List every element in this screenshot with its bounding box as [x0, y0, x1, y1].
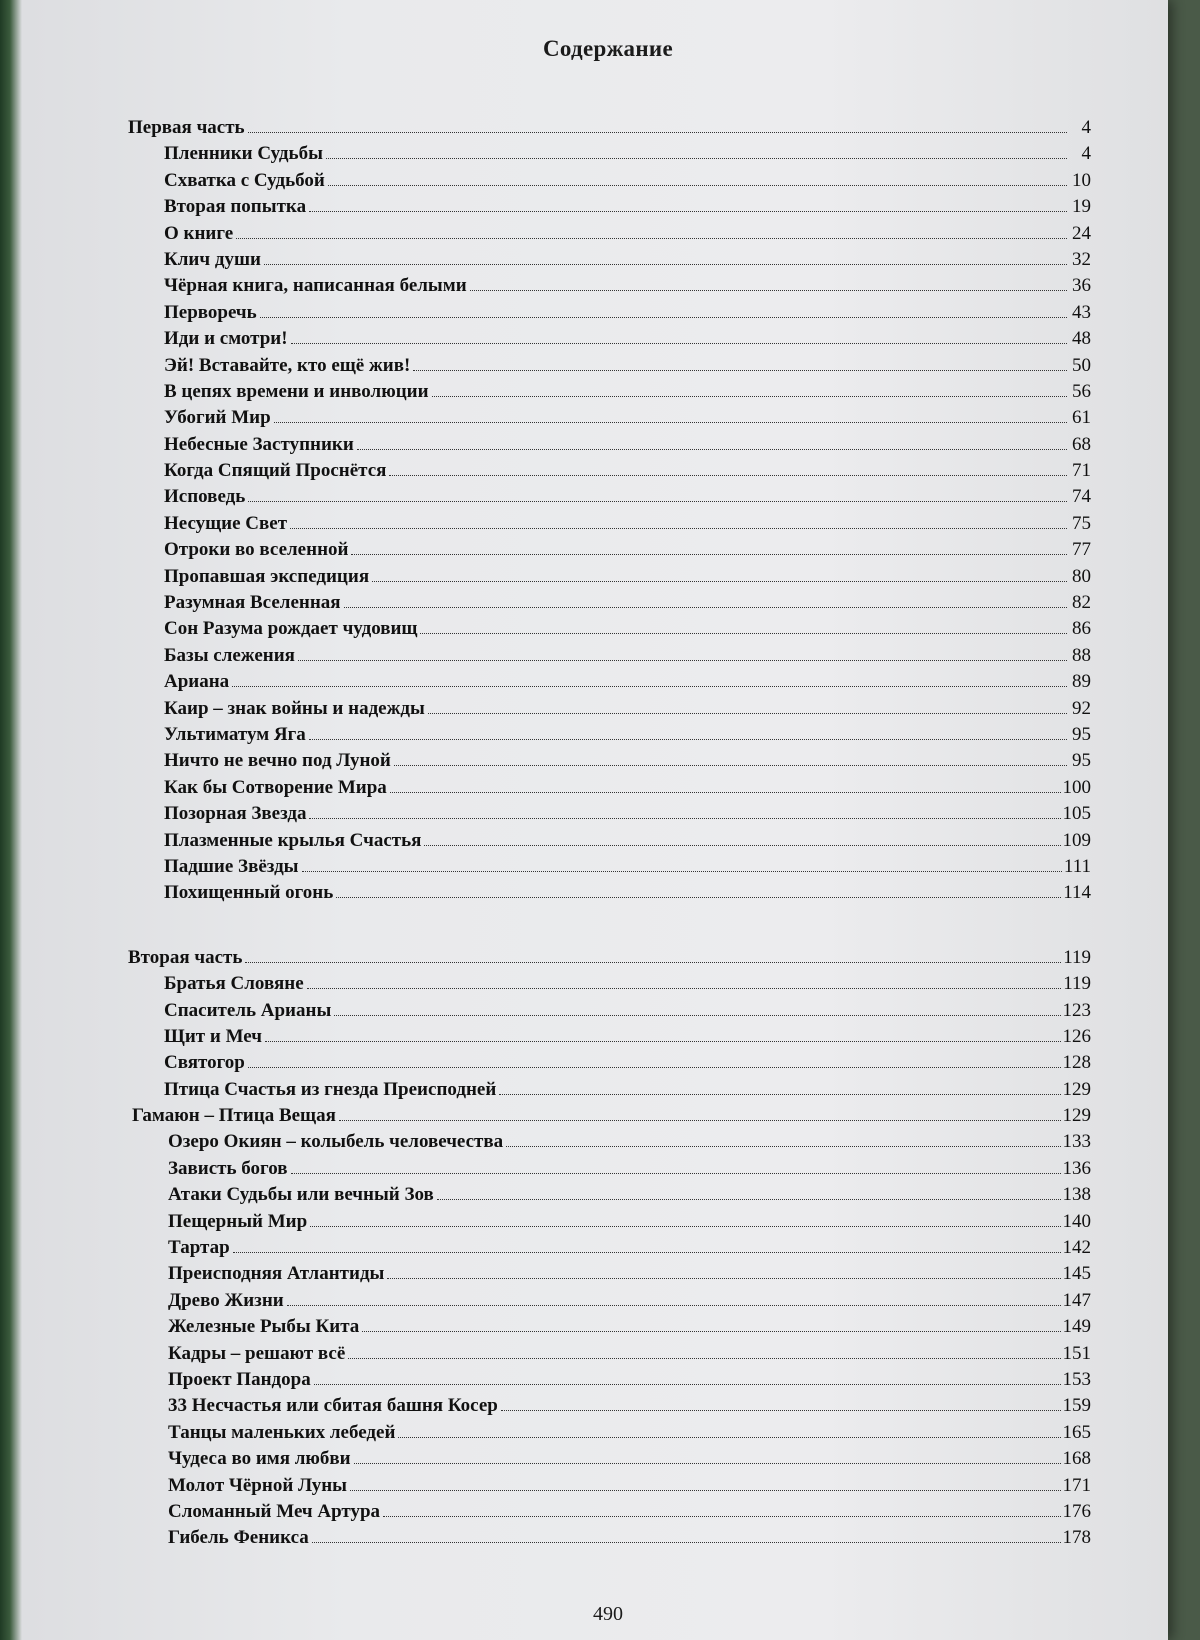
toc-entry[interactable] — [128, 1290, 1091, 1316]
toc-page-number: 80 — [1072, 565, 1091, 587]
toc-page-number: 168 — [1062, 1448, 1091, 1470]
toc-entry-title: Спаситель Арианы — [164, 999, 332, 1021]
table-of-contents — [128, 117, 1091, 1554]
toc-page-number: 32 — [1072, 248, 1091, 270]
dot-leader — [233, 1252, 1061, 1253]
toc-entry-title: Плазменные крылья Счастья — [164, 829, 422, 851]
toc-entry[interactable] — [128, 1026, 1091, 1052]
toc-page-number: 95 — [1072, 723, 1091, 745]
toc-entry[interactable] — [128, 170, 1091, 196]
toc-page-number: 82 — [1072, 592, 1091, 614]
toc-page-number: 133 — [1062, 1131, 1091, 1153]
toc-entry-title: Сон Разума рождает чудовищ — [164, 618, 418, 640]
dot-leader — [260, 317, 1067, 318]
dot-leader — [362, 1331, 1060, 1332]
toc-entry-title: Ничто не вечно под Луной — [164, 750, 391, 772]
dot-leader — [428, 713, 1067, 714]
dot-leader — [248, 1067, 1061, 1068]
toc-entry[interactable] — [128, 803, 1091, 829]
toc-entry[interactable] — [128, 513, 1091, 539]
dot-leader — [499, 1094, 1060, 1095]
dot-leader — [248, 132, 1067, 133]
dot-leader — [310, 1226, 1060, 1227]
dot-leader — [336, 897, 1061, 898]
toc-entry-title: Щит и Меч — [164, 1025, 262, 1047]
toc-entry-title: В цепях времени и инволюции — [164, 380, 429, 402]
toc-entry-title: Танцы маленьких лебедей — [168, 1421, 396, 1443]
toc-entry-title: Древо Жизни — [168, 1289, 284, 1311]
toc-page-number: 19 — [1072, 196, 1091, 218]
toc-entry-title: Гамаюн – Птица Вещая — [132, 1105, 336, 1127]
toc-page-number: 92 — [1072, 697, 1091, 719]
toc-entry-title: Железные Рыбы Кита — [168, 1316, 360, 1338]
toc-entry-title: Атаки Судьбы или вечный Зов — [168, 1184, 434, 1206]
toc-page-number: 119 — [1063, 973, 1091, 995]
toc-entry-title: Сломанный Меч Артура — [168, 1500, 381, 1522]
toc-entry-title: Вторая часть — [128, 946, 243, 968]
dot-leader — [432, 396, 1067, 397]
toc-entry-title: Эй! Вставайте, кто ещё жив! — [164, 354, 411, 376]
dot-leader — [424, 845, 1060, 846]
dot-leader — [312, 1542, 1061, 1543]
toc-part-heading[interactable] — [128, 1105, 1091, 1131]
toc-entry-title: Несущие Свет — [164, 512, 288, 534]
toc-page-number: 95 — [1072, 750, 1091, 772]
toc-entry-title: Гибель Феникса — [168, 1527, 309, 1549]
dot-leader — [420, 633, 1067, 634]
toc-entry[interactable] — [128, 1448, 1091, 1474]
toc-page-number: 114 — [1063, 882, 1091, 904]
toc-entry[interactable] — [128, 1237, 1091, 1263]
toc-page-number: 147 — [1062, 1289, 1091, 1311]
toc-page-number: 159 — [1062, 1395, 1091, 1417]
toc-entry[interactable] — [128, 328, 1091, 354]
dot-leader — [309, 818, 1060, 819]
toc-page-number: 149 — [1062, 1316, 1091, 1338]
toc-page-number: 153 — [1062, 1368, 1091, 1390]
toc-page-number: 48 — [1072, 328, 1091, 350]
toc-entry[interactable] — [128, 1527, 1091, 1553]
dot-leader — [264, 264, 1067, 265]
dot-leader — [334, 1015, 1060, 1016]
toc-entry-title: Ариана — [164, 671, 230, 693]
toc-page-number: 71 — [1072, 460, 1091, 482]
toc-entry-title: Клич души — [164, 248, 261, 270]
toc-page-number: 50 — [1072, 354, 1091, 376]
dot-leader — [287, 1305, 1061, 1306]
toc-entry[interactable] — [128, 196, 1091, 222]
toc-entry-title: Каир – знак войны и надежды — [164, 697, 425, 719]
toc-page-number: 56 — [1072, 380, 1091, 402]
toc-page-number: 61 — [1072, 407, 1091, 429]
toc-entry-title: Падшие Звёзды — [164, 855, 299, 877]
toc-entry-title: Вторая попытка — [164, 196, 307, 218]
toc-entry[interactable] — [128, 1000, 1091, 1026]
dot-leader — [506, 1146, 1060, 1147]
dot-leader — [470, 290, 1067, 291]
dot-leader — [274, 422, 1067, 423]
toc-page-number: 89 — [1072, 671, 1091, 693]
toc-entry[interactable] — [128, 275, 1091, 301]
dot-leader — [354, 1463, 1061, 1464]
dot-leader — [398, 1437, 1060, 1438]
toc-entry[interactable] — [128, 1131, 1091, 1157]
dot-leader — [344, 607, 1067, 608]
toc-entry-title: Базы слежения — [164, 644, 295, 666]
toc-entry[interactable] — [128, 434, 1091, 460]
toc-entry[interactable] — [128, 618, 1091, 644]
toc-page-number: 140 — [1062, 1210, 1091, 1232]
toc-entry[interactable] — [128, 777, 1091, 803]
toc-page-number: 136 — [1062, 1157, 1091, 1179]
toc-page-number: 75 — [1072, 512, 1091, 534]
toc-entry[interactable] — [128, 645, 1091, 671]
dot-leader — [245, 962, 1061, 963]
dot-leader — [314, 1384, 1061, 1385]
dot-leader — [326, 158, 1067, 159]
toc-section-part-two — [128, 947, 1091, 1554]
toc-entry[interactable] — [128, 355, 1091, 381]
toc-entry-title: Озеро Окиян – колыбель человечества — [168, 1131, 504, 1153]
toc-entry[interactable] — [128, 1369, 1091, 1395]
toc-entry-title: 33 Несчастья или сбитая башня Косер — [168, 1395, 498, 1417]
toc-page-number: 138 — [1062, 1184, 1091, 1206]
toc-entry-title: Проект Пандора — [168, 1368, 311, 1390]
toc-entry[interactable] — [128, 1343, 1091, 1369]
toc-entry[interactable] — [128, 460, 1091, 486]
toc-entry-title: Зависть богов — [168, 1157, 288, 1179]
toc-page-number: 119 — [1063, 946, 1091, 968]
toc-page-number: 100 — [1062, 776, 1091, 798]
dot-leader — [302, 871, 1062, 872]
toc-entry[interactable] — [128, 381, 1091, 407]
toc-entry-title: О книге — [164, 222, 234, 244]
toc-entry[interactable] — [128, 223, 1091, 249]
toc-page-number: 142 — [1062, 1237, 1091, 1259]
toc-page-number: 24 — [1072, 222, 1091, 244]
toc-entry-title: Позорная Звезда — [164, 803, 307, 825]
dot-leader — [390, 792, 1061, 793]
toc-entry-title: Иди и смотри! — [164, 328, 288, 350]
toc-entry-title: Как бы Сотворение Мира — [164, 776, 387, 798]
toc-page-number: 43 — [1072, 301, 1091, 323]
toc-entry[interactable] — [128, 539, 1091, 565]
toc-entry-title: Отроки во вселенной — [164, 539, 349, 561]
toc-part-heading[interactable] — [128, 947, 1091, 973]
dot-leader — [291, 343, 1067, 344]
dot-leader — [309, 211, 1067, 212]
toc-entry-title: Тартар — [168, 1237, 230, 1259]
toc-entry[interactable] — [128, 750, 1091, 776]
dot-leader — [372, 581, 1067, 582]
toc-entry-title: Святогор — [164, 1052, 245, 1074]
toc-entry[interactable] — [128, 1395, 1091, 1421]
toc-page-number: 4 — [1081, 117, 1091, 138]
dot-leader — [309, 739, 1067, 740]
toc-entry-title: Преисподняя Атлантиды — [168, 1263, 385, 1285]
toc-entry-title: Убогий Мир — [164, 407, 271, 429]
dot-leader — [298, 660, 1067, 661]
toc-entry-title: Чудеса во имя любви — [168, 1448, 351, 1470]
toc-entry[interactable] — [128, 1475, 1091, 1501]
dot-leader — [351, 554, 1067, 555]
toc-entry[interactable] — [128, 1263, 1091, 1289]
toc-entry[interactable] — [128, 566, 1091, 592]
toc-page-number: 68 — [1072, 433, 1091, 455]
toc-page-number: 109 — [1062, 829, 1091, 851]
toc-page-number: 129 — [1062, 1105, 1091, 1127]
toc-entry[interactable] — [128, 1158, 1091, 1184]
toc-page-number: 86 — [1072, 618, 1091, 640]
toc-page-number: 77 — [1072, 539, 1091, 561]
toc-entry[interactable] — [128, 1211, 1091, 1237]
toc-entry-title: Разумная Вселенная — [164, 592, 341, 614]
toc-entry[interactable] — [128, 486, 1091, 512]
dot-leader — [387, 1278, 1060, 1279]
toc-page-number: 111 — [1063, 855, 1091, 877]
toc-entry[interactable] — [128, 830, 1091, 856]
dot-leader — [383, 1516, 1060, 1517]
dot-leader — [307, 988, 1062, 989]
toc-page-number: 126 — [1062, 1025, 1091, 1047]
toc-entry-title: Братья Словяне — [164, 973, 304, 995]
book-spine-edge — [0, 0, 22, 1640]
toc-entry[interactable] — [128, 1079, 1091, 1105]
toc-entry[interactable] — [128, 592, 1091, 618]
toc-section-part-one — [128, 117, 1091, 909]
dot-leader — [357, 449, 1067, 450]
toc-page-number: 74 — [1072, 486, 1091, 508]
dot-leader — [232, 686, 1067, 687]
toc-entry-title: Молот Чёрной Луны — [168, 1474, 347, 1496]
toc-entry[interactable] — [128, 973, 1091, 999]
toc-entry-title: Чёрная книга, написанная белыми — [164, 275, 467, 297]
toc-entry[interactable] — [128, 143, 1091, 169]
dot-leader — [348, 1358, 1060, 1359]
toc-entry-title: Похищенный огонь — [164, 882, 334, 904]
toc-entry-title: Пленники Судьбы — [164, 143, 323, 165]
toc-page-number: 171 — [1062, 1474, 1091, 1496]
dot-leader — [437, 1199, 1061, 1200]
toc-entry[interactable] — [128, 698, 1091, 724]
dot-leader — [501, 1410, 1061, 1411]
toc-page-number: 165 — [1062, 1421, 1091, 1443]
toc-entry[interactable] — [128, 302, 1091, 328]
toc-entry[interactable] — [128, 249, 1091, 275]
dot-leader — [248, 501, 1067, 502]
toc-entry[interactable] — [128, 856, 1091, 882]
toc-entry[interactable] — [128, 1184, 1091, 1210]
dot-leader — [236, 238, 1067, 239]
toc-entry-title: Пещерный Мир — [168, 1210, 308, 1232]
toc-entry[interactable] — [128, 724, 1091, 750]
toc-part-heading[interactable] — [128, 117, 1091, 143]
toc-page-number: 10 — [1072, 169, 1091, 191]
toc-entry-title: Первая часть — [128, 117, 245, 138]
toc-page-number: 123 — [1062, 999, 1091, 1021]
dot-leader — [265, 1041, 1061, 1042]
toc-entry-title: Схватка с Судьбой — [164, 169, 325, 191]
toc-entry[interactable] — [128, 1052, 1091, 1078]
dot-leader — [328, 185, 1067, 186]
toc-page-number: 88 — [1072, 644, 1091, 666]
toc-entry-title: Исповедь — [164, 486, 246, 508]
dot-leader — [394, 765, 1067, 766]
toc-entry-title: Кадры – решают всё — [168, 1342, 346, 1364]
toc-entry[interactable] — [128, 882, 1091, 908]
page-title: Содержание — [543, 36, 673, 61]
dot-leader — [339, 1120, 1061, 1121]
dot-leader — [350, 1490, 1061, 1491]
toc-entry-title: Перворечь — [164, 301, 257, 323]
dot-leader — [291, 1173, 1061, 1174]
toc-page-number: 145 — [1062, 1263, 1091, 1285]
toc-entry[interactable] — [128, 671, 1091, 697]
toc-entry-title: Небесные Заступники — [164, 433, 354, 455]
dot-leader — [413, 370, 1067, 371]
toc-entry-title: Ультиматум Яга — [164, 723, 306, 745]
toc-page-number: 151 — [1062, 1342, 1091, 1364]
toc-page-number: 128 — [1062, 1052, 1091, 1074]
toc-entry[interactable] — [128, 1316, 1091, 1342]
toc-page-number: 36 — [1072, 275, 1091, 297]
toc-entry[interactable] — [128, 407, 1091, 433]
toc-page-number: 178 — [1062, 1527, 1091, 1549]
toc-entry-title: Пропавшая экспедиция — [164, 565, 370, 587]
toc-entry[interactable] — [128, 1501, 1091, 1527]
toc-entry-title: Когда Спящий Проснётся — [164, 460, 387, 482]
toc-entry[interactable] — [128, 1422, 1091, 1448]
toc-page-number: 176 — [1062, 1500, 1091, 1522]
toc-page-number: 105 — [1062, 803, 1091, 825]
toc-page-number: 4 — [1081, 143, 1091, 165]
dot-leader — [389, 475, 1067, 476]
dot-leader — [290, 528, 1067, 529]
page-number: 490 — [593, 1603, 623, 1625]
toc-entry-title: Птица Счастья из гнезда Преисподней — [164, 1078, 497, 1100]
toc-page-number: 129 — [1062, 1078, 1091, 1100]
